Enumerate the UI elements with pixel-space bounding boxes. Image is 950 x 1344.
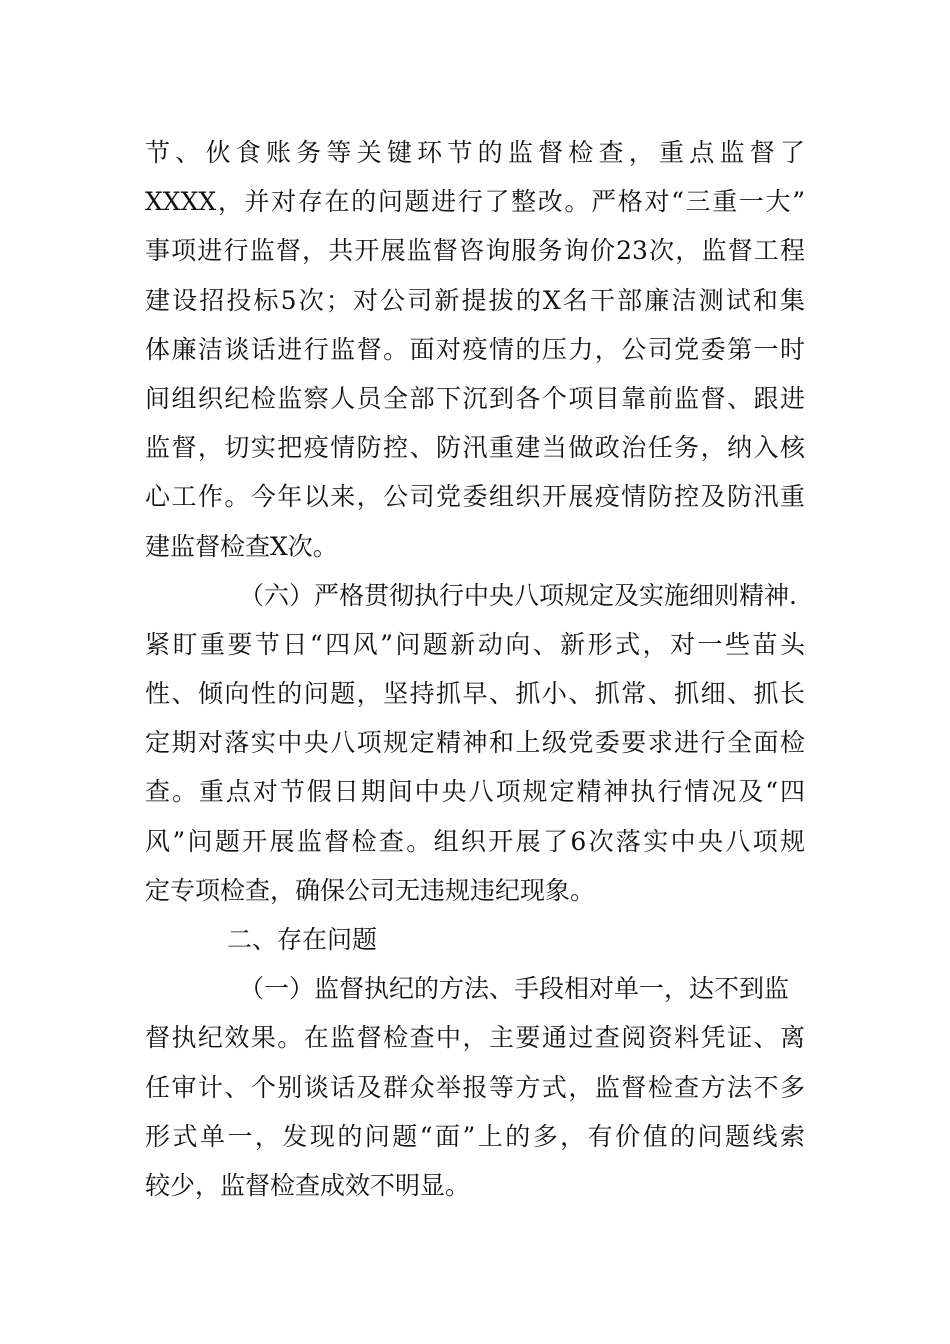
document-body bbox=[145, 128, 805, 1210]
text-line: 建监督检查X次。 bbox=[145, 531, 338, 561]
text-line: 任审计、个别谈话及群众举报等方式，监督检查方法不多 bbox=[145, 1072, 805, 1102]
text-line: 体廉洁谈话进行监督。面对疫情的压力，公司党委第一时 bbox=[145, 334, 805, 364]
text-line: 形式单一，发现的问题“面”上的多，有价值的问题线索 bbox=[145, 1121, 805, 1151]
text-line: 建设招投标5次；对公司新提拔的X名干部廉洁测试和集 bbox=[145, 285, 805, 315]
section-heading-6: （六）严格贯彻执行中央八项规定及实施细则精神. bbox=[239, 580, 797, 610]
text-line: 事项进行监督，共开展监督咨询服务询价23次，监督工程 bbox=[145, 236, 805, 266]
text-line: 定期对落实中央八项规定精神和上级党委要求进行全面检 bbox=[145, 728, 805, 758]
section-heading-1: （一）监督执纪的方法、手段相对单一，达不到监 bbox=[239, 974, 790, 1004]
text-line: 定专项检查，确保公司无违规违纪现象。 bbox=[145, 875, 596, 905]
text-line: 较少，监督检查成效不明显。 bbox=[145, 1170, 471, 1200]
text-line: 节、伙食账务等关键环节的监督检查，重点监督了 bbox=[145, 138, 805, 167]
text-line: 风”问题开展监督检查。组织开展了6次落实中央八项规 bbox=[145, 826, 805, 856]
text-line: 查。重点对节假日期间中央八项规定精神执行情况及“四 bbox=[145, 777, 805, 807]
text-line: 监督，切实把疫情防控、防汛重建当做政治任务，纳入核 bbox=[145, 433, 805, 463]
text-line: 性、倾向性的问题，坚持抓早、抓小、抓常、抓细、抓长 bbox=[145, 679, 805, 709]
text-line: 间组织纪检监察人员全部下沉到各个项目靠前监督、跟进 bbox=[145, 383, 805, 413]
text-line: 督执纪效果。在监督检查中，主要通过查阅资料凭证、离 bbox=[145, 1023, 805, 1053]
text-line: 紧盯重要节日“四风”问题新动向、新形式，对一些苗头 bbox=[145, 629, 805, 659]
text-line: XXXX，并对存在的问题进行了整改。严格对“三重一大” bbox=[145, 187, 805, 217]
text-line: 心工作。今年以来，公司党委组织开展疫情防控及防汛重 bbox=[145, 482, 805, 512]
chapter-heading-issues: 二、存在问题 bbox=[227, 925, 378, 954]
